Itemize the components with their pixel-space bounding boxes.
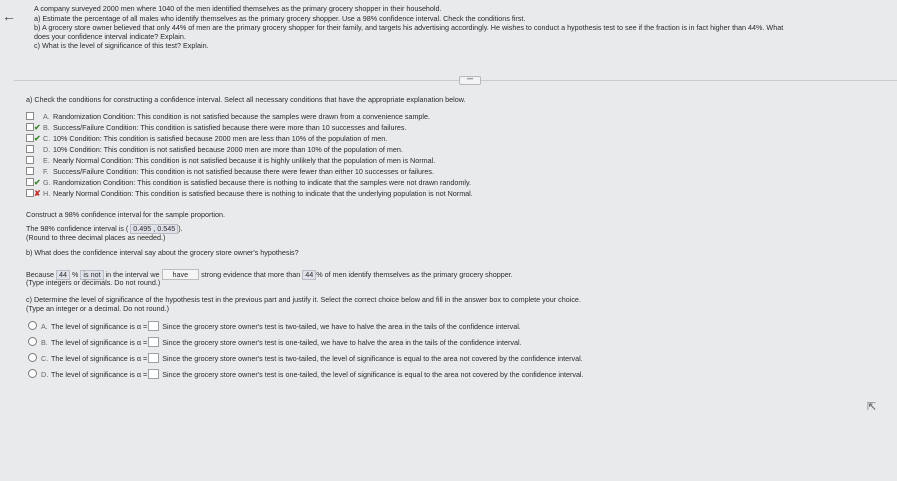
choice-prefix: The level of significance is α = [51, 322, 148, 331]
checkbox[interactable] [26, 123, 34, 131]
is-not-dropdown[interactable]: is not [80, 270, 103, 280]
ci-answer-box[interactable]: 0.495 , 0.545 [130, 224, 178, 234]
choice-text: Since the grocery store owner's test is two-tailed, we have to halve the area in the tails of the confidence interval. [162, 322, 521, 331]
radio-button[interactable] [28, 321, 37, 330]
option-letter: C. [43, 134, 51, 143]
option-text: 10% Condition: This condition is not satisfied because 2000 men are more than 10% of the population of men. [53, 145, 403, 154]
percent-sign: % [71, 270, 79, 279]
option-letter: G. [43, 178, 51, 187]
value-answer-box-2[interactable]: 44 [302, 270, 316, 280]
strong-evidence-text: strong evidence that more than [201, 270, 301, 279]
back-arrow-icon[interactable]: ← [2, 8, 16, 24]
check-mark-icon: ✔ [34, 134, 41, 143]
because-text: Because [26, 270, 54, 279]
choice-a[interactable] [28, 321, 521, 331]
radio-button[interactable] [28, 353, 37, 362]
option-text: Nearly Normal Condition: This condition is satisfied because there is nothing to indicate that the underlying population is not Normal. [53, 189, 473, 198]
choice-letter: B. [41, 338, 48, 347]
choice-d[interactable] [28, 369, 584, 379]
checkbox[interactable] [26, 134, 34, 142]
choice-b[interactable] [28, 337, 522, 347]
alpha-input[interactable] [148, 321, 159, 331]
have-dropdown[interactable]: have [162, 269, 200, 280]
problem-line-1: A company surveyed 2000 men where 1040 of the men identified themselves as the primary grocery shopper in their household. [34, 4, 442, 13]
choice-letter: C. [41, 354, 49, 363]
checkbox[interactable] [26, 112, 34, 120]
choice-letter: D. [41, 370, 49, 379]
value-answer-box[interactable]: 44 [56, 270, 70, 280]
cross-mark-icon: ✘ [34, 189, 41, 198]
choice-text: Since the grocery store owner's test is one-tailed, the level of significance is equal to the area not covered by the confidence interval. [162, 370, 584, 379]
problem-line-4: does your confidence interval indicate? Explain. [34, 32, 186, 41]
choice-prefix: The level of significance is α = [51, 338, 148, 347]
condition-option[interactable] [26, 189, 473, 199]
choice-text: Since the grocery store owner's test is one-tailed, we have to halve the area in the tails of the confidence interval. [162, 338, 522, 347]
option-letter: H. [43, 189, 51, 198]
checkbox[interactable] [26, 178, 34, 186]
condition-option[interactable] [26, 112, 430, 122]
part-c-instruction: c) Determine the level of significance of the hypothesis test in the previous part and justify it. Select the correct choice below and fill in the answer box to complete your choice. [26, 295, 581, 304]
condition-option[interactable] [26, 178, 471, 188]
in-interval-text: in the interval we [105, 270, 160, 279]
checkbox[interactable] [26, 145, 34, 153]
choice-c[interactable] [28, 353, 583, 363]
choice-letter: A. [41, 322, 48, 331]
condition-option[interactable] [26, 134, 387, 144]
choice-text: Since the grocery store owner's test is two-tailed, the level of significance is equal to the area not covered by the confidence interval. [162, 354, 583, 363]
condition-option[interactable] [26, 167, 434, 177]
ci-suffix: ). [178, 224, 183, 233]
round-note: (Round to three decimal places as needed.) [26, 233, 166, 242]
problem-line-2: a) Estimate the percentage of all males who identify themselves as the primary grocery shopper. Use a 98% confidence interval. Check the conditions first. [34, 14, 526, 23]
part-c-note: (Type an integer or a decimal. Do not round.) [26, 304, 170, 313]
alpha-input[interactable] [148, 353, 159, 363]
condition-option[interactable] [26, 156, 435, 166]
option-letter: F. [43, 167, 49, 176]
choice-prefix: The level of significance is α = [51, 354, 148, 363]
option-letter: B. [43, 123, 50, 132]
option-text: Nearly Normal Condition: This condition is not satisfied because it is highly unlikely that the population of men is Normal. [53, 156, 436, 165]
tail-text: % of men identify themselves as the primary grocery shopper. [316, 270, 513, 279]
check-mark-icon: ✔ [34, 123, 41, 132]
condition-option[interactable] [26, 123, 406, 133]
check-mark-icon: ✔ [34, 178, 41, 187]
ci-prefix: The 98% confidence interval is ( [26, 224, 129, 233]
option-text: Success/Failure Condition: This condition is not satisfied because there were fewer than either 10 successes or failures. [53, 167, 435, 176]
option-text: Randomization Condition: This condition is not satisfied because the samples were drawn from a convenience sample. [53, 112, 431, 121]
choice-prefix: The level of significance is α = [51, 370, 148, 379]
checkbox[interactable] [26, 167, 34, 175]
option-letter: D. [43, 145, 51, 154]
expand-button[interactable]: ••• [459, 76, 481, 85]
option-text: 10% Condition: This condition is satisfied because 2000 men are less than 10% of the population of men. [53, 134, 388, 143]
problem-line-5: c) What is the level of significance of this test? Explain. [34, 41, 209, 50]
part-a-instruction: a) Check the conditions for constructing a confidence interval. Select all necessary conditions that have the appropriate explanation below. [26, 95, 466, 104]
option-text: Randomization Condition: This condition is satisfied because there is nothing to indicate that the samples were not drawn randomly. [53, 178, 472, 187]
part-b-note: (Type integers or decimals. Do not round.) [26, 278, 161, 287]
problem-line-3: b) A grocery store owner believed that only 44% of men are the primary grocery shopper for their family, and targets his advertising accordingly. He wishes to conduct a hypothesis test to see if the fraction is in fact higher than 44%. What [34, 23, 784, 32]
alpha-input[interactable] [148, 337, 159, 347]
radio-button[interactable] [28, 369, 37, 378]
radio-button[interactable] [28, 337, 37, 346]
option-text: Success/Failure Condition: This condition is satisfied because there were more than 10 successes and failures. [53, 123, 407, 132]
alpha-input[interactable] [148, 369, 159, 379]
part-b-question: b) What does the confidence interval say about the grocery store owner's hypothesis? [26, 248, 299, 257]
option-letter: A. [43, 112, 50, 121]
divider [14, 80, 897, 81]
option-letter: E. [43, 156, 50, 165]
construct-label: Construct a 98% confidence interval for the sample proportion. [26, 210, 225, 219]
mouse-cursor-icon: ⇱ [867, 401, 877, 413]
checkbox[interactable] [26, 156, 34, 164]
checkbox[interactable] [26, 189, 34, 197]
condition-option[interactable] [26, 145, 403, 155]
